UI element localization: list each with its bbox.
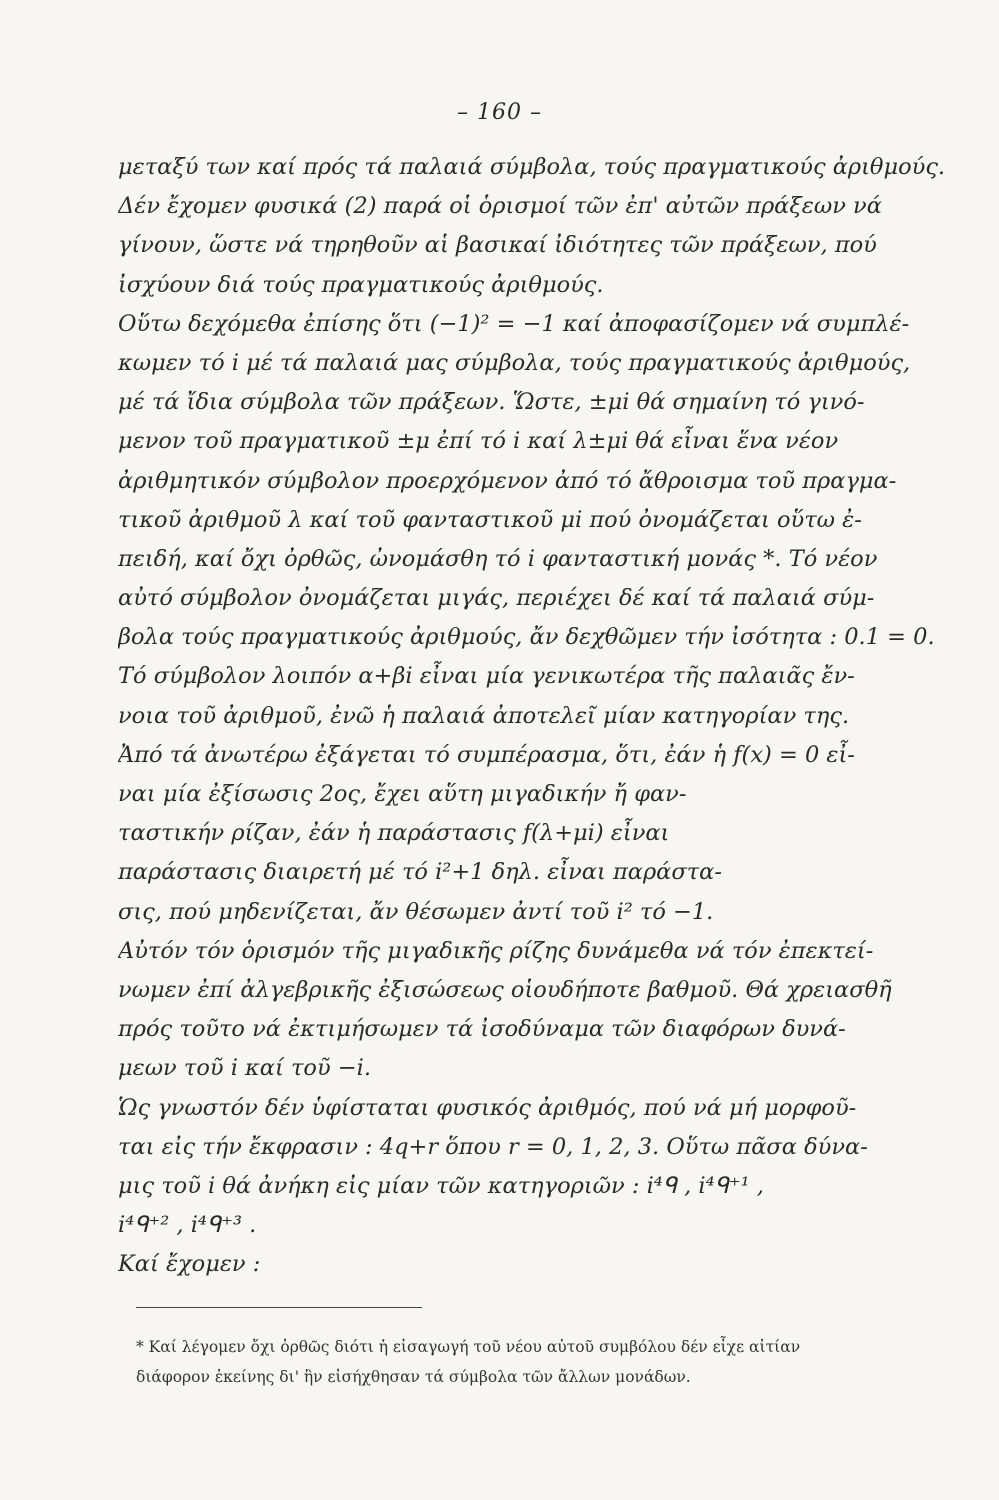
- text-line: γίνουν, ὥστε νά τηρηθοῦν αἱ βασικαί ἰδιότητες τῶν πράξεων, πού: [118, 232, 877, 259]
- text-line: αὐτό σύμβολον ὀνομάζεται μιγάς, περιέχει δέ καί τά παλαιά σύμ-: [118, 585, 875, 612]
- text-line: ναι μία ἐξίσωσις 2ος, ἔχει αὕτη μιγαδικήν ἤ φαν-: [118, 781, 687, 807]
- footnote-divider: [136, 1307, 422, 1308]
- text-line: μεων τοῦ i καί τοῦ −i.: [118, 1055, 371, 1082]
- footnote-line: * Καί λέγομεν ὄχι ὀρθῶς διότι ἡ εἰσαγωγή τοῦ νέου αὐτοῦ συμβόλου δέν εἶχε αἰτίαν: [136, 1338, 801, 1356]
- text-line: Αὐτόν τόν ὁρισμόν τῆς μιγαδικῆς ρίζης δυνάμεθα νά τόν ἐπεκτεί-: [118, 937, 874, 964]
- text-line: μενον τοῦ πραγματικοῦ ±μ ἐπί τό i καί λ±μi θά εἶναι ἕνα νέον: [118, 428, 839, 455]
- text-line: τικοῦ ἀριθμοῦ λ καί τοῦ φανταστικοῦ μi πού ὀνομάζεται οὕτω ἐ-: [118, 506, 862, 533]
- text-line: μις τοῦ i θά ἀνήκη εἰς μίαν τῶν κατηγοριῶν : i⁴ᑫ , i⁴ᑫ⁺¹ ,: [118, 1172, 764, 1199]
- text-line: πειδή, καί ὄχι ὀρθῶς, ὠνομάσθη τό i φανταστική μονάς *. Τό νέον: [118, 545, 878, 572]
- text-line: βολα τούς πραγματικούς ἀριθμούς, ἄν δεχθῶμεν τήν ἰσότητα : 0.1 = 0.: [118, 624, 935, 651]
- footnote-line: διάφορον ἐκείνης δι' ἣν εἰσήχθησαν τά σύμβολα τῶν ἄλλων μονάδων.: [136, 1368, 691, 1386]
- body-text: [118, 148, 948, 1284]
- text-line: παράστασις διαιρετή μέ τό i²+1 δηλ. εἶναι παράστα-: [118, 859, 722, 886]
- page-number: – 160 –: [457, 100, 542, 125]
- text-line: Τό σύμβολον λοιπόν α+βi εἶναι μία γενικωτέρα τῆς παλαιᾶς ἔν-: [118, 663, 855, 690]
- text-line: Καί ἔχομεν :: [118, 1251, 261, 1278]
- text-line: Οὕτω δεχόμεθα ἐπίσης ὅτι (−1)² = −1 καί ἀποφασίζομεν νά συμπλέ-: [118, 310, 910, 337]
- text-line: ται εἰς τήν ἔκφρασιν : 4q+r ὅπου r = 0, 1, 2, 3. Οὕτω πᾶσα δύνα-: [118, 1133, 868, 1160]
- text-line: Ὡς γνωστόν δέν ὑφίσταται φυσικός ἀριθμός, πού νά μή μορφοῦ-: [118, 1094, 857, 1121]
- text-line: Ἀπό τά ἀνωτέρω ἐξάγεται τό συμπέρασμα, ὅτι, ἐάν ἡ f(x) = 0 εἶ-: [118, 741, 855, 768]
- text-line: ἀριθμητικόν σύμβολον προερχόμενον ἀπό τό ἄθροισμα τοῦ πραγμα-: [118, 467, 897, 494]
- text-line: σις, πού μηδενίζεται, ἄν θέσωμεν ἀντί τοῦ i² τό −1.: [118, 898, 714, 925]
- text-line: κωμεν τό i μέ τά παλαιά μας σύμβολα, τούς πραγματικούς ἀριθμούς,: [118, 349, 911, 376]
- text-line: μέ τά ἴδια σύμβολα τῶν πράξεων. Ὥστε, ±μi θά σημαίνη τό γινό-: [118, 389, 865, 416]
- text-line: ταστικήν ρίζαν, ἐάν ἡ παράστασις f(λ+μi) εἶναι: [118, 820, 670, 847]
- text-line: νωμεν ἐπί ἀλγεβρικῆς ἐξισώσεως οἱουδήποτε βαθμοῦ. Θά χρειασθῆ: [118, 976, 892, 1003]
- footnotes: [136, 1332, 956, 1392]
- text-line: i⁴ᑫ⁺² , i⁴ᑫ⁺³ .: [118, 1212, 257, 1239]
- text-line: νοια τοῦ ἀριθμοῦ, ἐνῶ ἡ παλαιά ἀποτελεῖ μίαν κατηγορίαν της.: [118, 702, 850, 729]
- text-line: ἰσχύουν διά τούς πραγματικούς ἀριθμούς.: [118, 271, 604, 298]
- text-line: μεταξύ των καί πρός τά παλαιά σύμβολα, τούς πραγματικούς ἀριθμούς.: [118, 154, 946, 180]
- text-line: πρός τοῦτο νά ἐκτιμήσωμεν τά ἰσοδύναμα τῶν διαφόρων δυνά-: [118, 1016, 846, 1043]
- text-line: Δέν ἔχομεν φυσικά (2) παρά οἱ ὁρισμοί τῶν ἐπ' αὐτῶν πράξεων νά: [118, 193, 882, 220]
